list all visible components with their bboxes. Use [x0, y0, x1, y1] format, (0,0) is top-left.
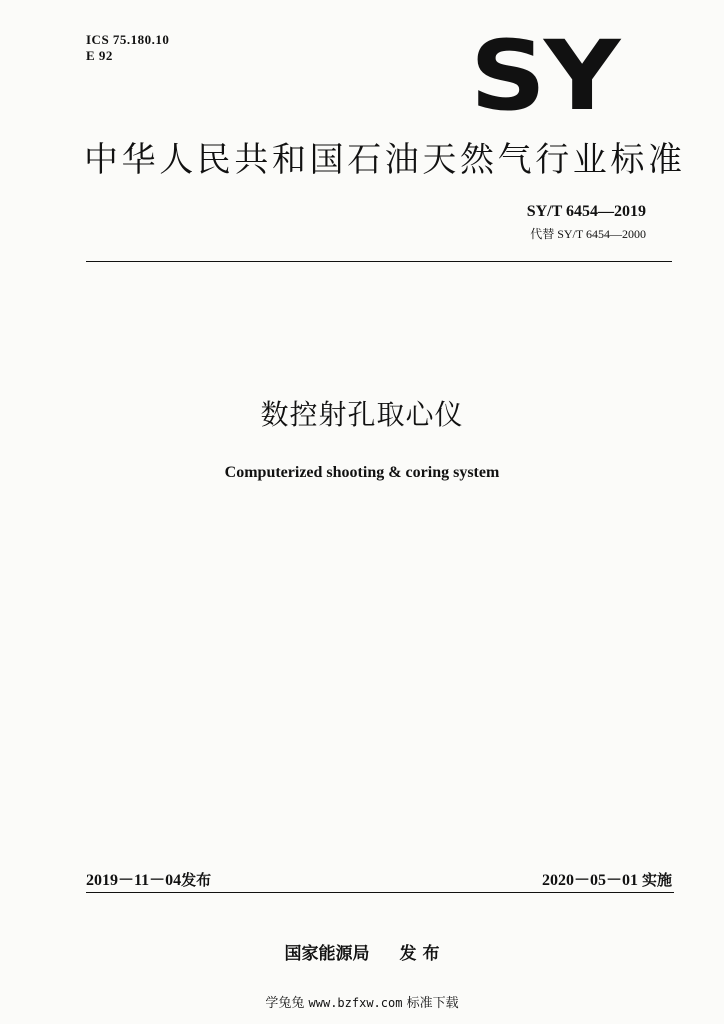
footer-divider	[86, 892, 674, 893]
sy-logo	[470, 20, 620, 132]
watermark	[0, 994, 724, 1013]
issue-label: 发布	[181, 871, 212, 889]
implementation-date: 2020－05－01	[541, 872, 638, 889]
issue-date-block	[86, 870, 211, 891]
ics-code: ICS 75.180.10	[86, 32, 170, 47]
watermark-url[interactable]: www.bzfxw.com	[308, 996, 403, 1010]
issue-date: 2019－11－04	[86, 872, 182, 889]
publisher-name: 国家能源局	[284, 944, 370, 964]
watermark-tagline: 标准下载	[406, 996, 459, 1011]
document-title-cn: 数控射孔取心仪	[260, 398, 464, 431]
implementation-date-block	[542, 870, 672, 891]
standard-number: SY/T 6454—2019	[526, 203, 646, 220]
publisher-action: 发 布	[399, 944, 440, 964]
sy-logo-text: SY	[470, 20, 619, 132]
document-title-en: Computerized shooting & coring system	[224, 464, 500, 481]
watermark-site-name: 学兔兔	[265, 996, 305, 1011]
implementation-label: 实施	[641, 871, 672, 889]
header-divider	[86, 261, 672, 262]
replaces-standard: 代替 SY/T 6454—2000	[530, 227, 646, 241]
classification-block	[86, 32, 169, 64]
publisher-block	[0, 942, 724, 966]
class-code: E 92	[86, 48, 113, 63]
organization-title: 中华人民共和国石油天然气行业标准	[84, 140, 686, 180]
